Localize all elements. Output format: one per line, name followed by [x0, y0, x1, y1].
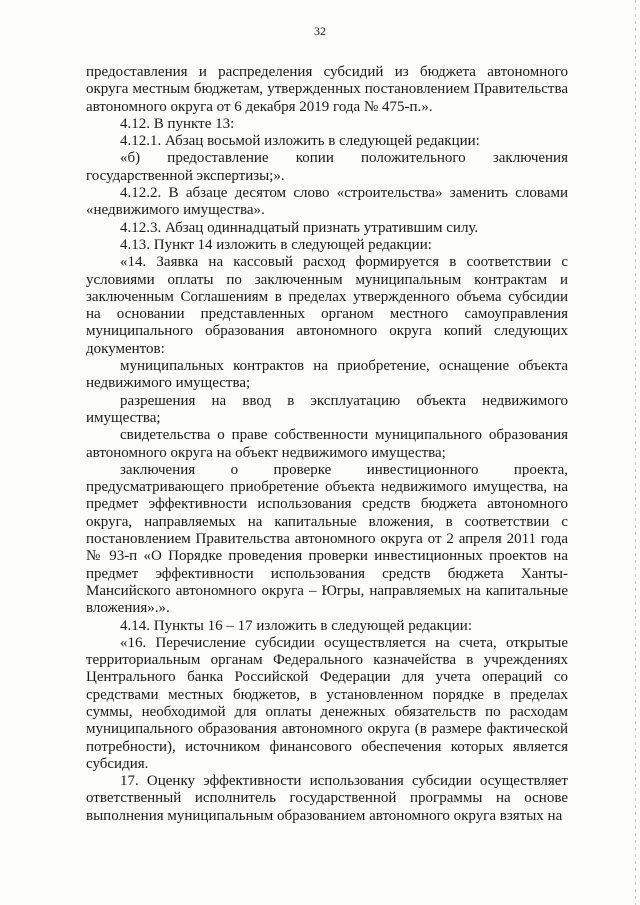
paragraph: свидетельства о праве собственности муниципального образования автономного округа на объект недвижимого имущества; [86, 427, 568, 461]
paragraph: «16. Перечисление субсидии осуществляется на счета, открытые территориальным органам Федерального казначейства в учреждениях Центрального банка Российской Федерации для учета операций со средствами местных бюджетов, в установленном порядке в пределах суммы, необходимой для оплаты денежных обязательств по расходам муниципального образования автономного округа (в размере фактической потребности), источником финансового обеспечения которых является субсидия. [86, 634, 568, 772]
document-body [86, 64, 568, 825]
paragraph: «б) предоставление копии положительного заключения государственной экспертизы;». [86, 150, 568, 184]
paragraph: предоставления и распределения субсидий из бюджета автономного округа местным бюджетам, утвержденных постановлением Правительства автономного округа от 6 декабря 2019 года № 475-п.». [86, 64, 568, 115]
paragraph: 4.12.2. В абзаце десятом слово «строительства» заменить словами «недвижимого имущества». [86, 185, 568, 219]
paragraph: муниципальных контрактов на приобретение, оснащение объекта недвижимого имущества; [86, 358, 568, 392]
paragraph: заключения о проверке инвестиционного проекта, предусматривающего приобретение объекта недвижимого имущества, на предмет эффективности использования средств бюджета автономного округа, направляемых на капитальные вложения, в соответствии с постановлением Правительства автономного округа от 2 апреля 2011 года № 93-п «О Порядке проведения проверки инвестиционных проектов на предмет эффективности использования средств бюджета Ханты-Мансийского автономного округа – Югры, направляемых на капитальные вложения».». [86, 461, 568, 617]
scan-edge [635, 0, 636, 905]
paragraph: «14. Заявка на кассовый расход формируется в соответствии с условиями оплаты по заключенным муниципальным контрактам и заключенным Соглашениям в пределах утвержденного объема субсидии на основании представленных органом местного самоуправления муниципального образования автономного округа копий следующих документов: [86, 254, 568, 357]
paragraph: 4.12. В пункте 13: [120, 115, 235, 132]
paragraph: 17. Оценку эффективности использования субсидии осуществляет ответственный исполнитель государственной программы на основе выполнения муниципальным образованием автономного округа взятых на [86, 773, 568, 824]
paragraph: 4.14. Пункты 16 – 17 изложить в следующей редакции: [120, 617, 472, 634]
paragraph: 4.13. Пункт 14 изложить в следующей редакции: [120, 236, 432, 253]
paragraph: 4.12.3. Абзац одиннадцатый признать утратившим силу. [120, 219, 479, 236]
paragraph: 4.12.1. Абзац восьмой изложить в следующей редакции: [120, 133, 480, 150]
paragraph: разрешения на ввод в эксплуатацию объекта недвижимого имущества; [86, 392, 568, 426]
page-number: 32 [314, 24, 326, 38]
